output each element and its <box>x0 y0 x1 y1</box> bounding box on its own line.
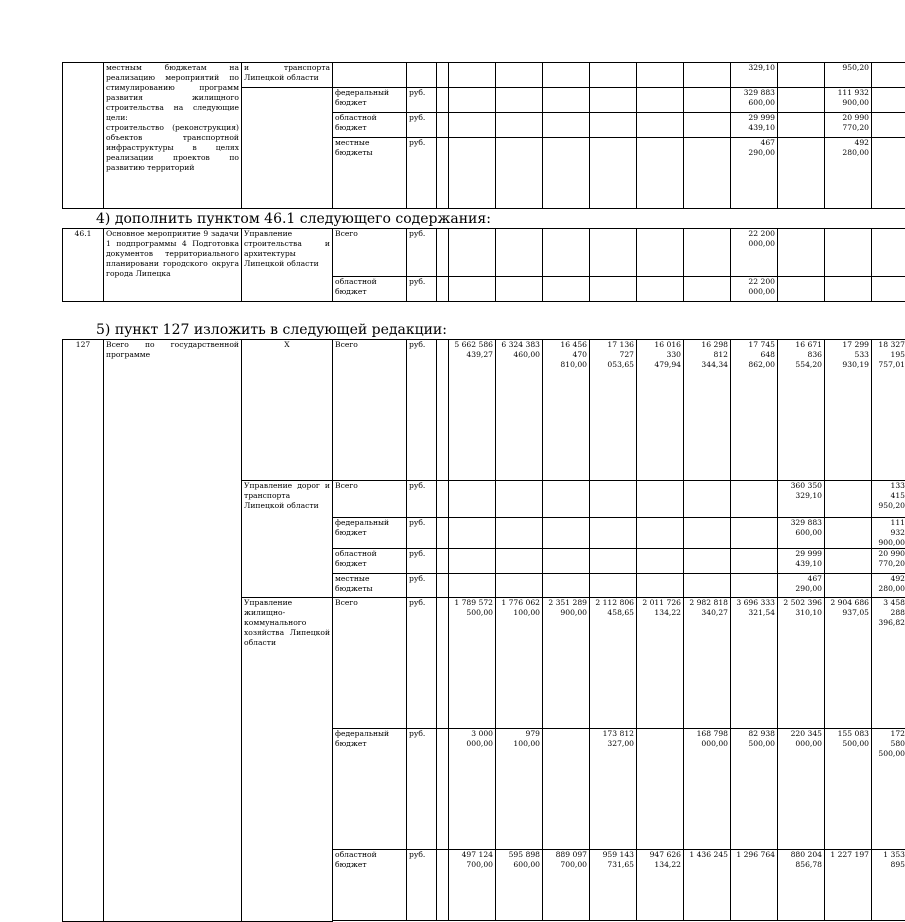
value-cell: 20 990 770,20 <box>872 549 905 574</box>
value-cell: 17 299 533 930,19 <box>825 340 872 481</box>
value-cell: 3 696 333 321,54 <box>731 598 778 729</box>
executor-cell: Управление строительства и архитектуры Липецкой области <box>242 229 333 302</box>
value-cell: 467 290,00 <box>778 574 825 598</box>
table-section-3 <box>62 62 905 209</box>
value-cell: 329,10 <box>731 63 778 88</box>
item-5-caption: 5) пункт 127 изложить в следующей редакции: <box>96 322 447 338</box>
num-cell-empty <box>63 63 104 209</box>
unit-cell: руб. <box>407 113 437 138</box>
unit-cell: руб. <box>407 229 437 277</box>
source-cell: федеральный бюджет <box>333 729 407 850</box>
measure-description: Основное мероприятие 9 задачи 1 подпрограммы 4 Подготовка документов территориального планировани городского округа города Липецка <box>104 229 242 302</box>
value-cell: 172 580 500,00 <box>872 729 905 850</box>
value-cell: 1 776 062 100,00 <box>496 598 543 729</box>
value-cell: 2 904 686 937,05 <box>825 598 872 729</box>
value-cell: 329 883 600,00 <box>731 88 778 113</box>
value-cell <box>637 729 684 850</box>
value-cell: 947 626 134,22 <box>637 850 684 921</box>
value-cell: 22 200 000,00 <box>731 277 778 302</box>
value-cell: 329 883 600,00 <box>778 518 825 549</box>
value-cell: 17 745 648 862,00 <box>731 340 778 481</box>
value-cell: 492 280,00 <box>825 138 872 209</box>
value-cell: 29 999 439,10 <box>731 113 778 138</box>
source-cell: Всего <box>333 229 407 277</box>
value-cell: 173 812 327,00 <box>590 729 637 850</box>
table-section-4 <box>62 228 905 302</box>
value-cell: 6 324 383 460,00 <box>496 340 543 481</box>
value-cell: 17 136 727 053,65 <box>590 340 637 481</box>
value-cell: 2 112 806 458,65 <box>590 598 637 729</box>
value-cell: 111 932 900,00 <box>825 88 872 113</box>
source-cell: областной бюджет <box>333 850 407 921</box>
source-cell: областной бюджет <box>333 549 407 574</box>
source-cell: федеральный бюджет <box>333 518 407 549</box>
value-cell: 497 124 700,00 <box>449 850 496 921</box>
value-cell: 168 798 000,00 <box>684 729 731 850</box>
unit-cell: руб. <box>407 88 437 113</box>
unit-cell: руб. <box>407 481 437 518</box>
value-cell: 2 351 289 900,00 <box>543 598 590 729</box>
item-number: 127 <box>63 340 104 922</box>
value-cell: 360 350 329,10 <box>778 481 825 518</box>
item-number: 46.1 <box>63 229 104 302</box>
value-cell: 880 204 856,78 <box>778 850 825 921</box>
value-cell: 3 458 288 396,82 <box>872 598 905 729</box>
unit-cell: руб. <box>407 518 437 549</box>
unit-cell: руб. <box>407 598 437 729</box>
value-cell: 1 296 764 <box>731 850 778 921</box>
value-cell: 889 097 700,00 <box>543 850 590 921</box>
value-cell: 950,20 <box>825 63 872 88</box>
value-cell: 467 290,00 <box>731 138 778 209</box>
source-cell: Всего <box>333 481 407 518</box>
measure-description: Всего по государственной программе <box>104 340 242 922</box>
item-4-caption: 4) дополнить пунктом 46.1 следующего содержания: <box>96 211 491 227</box>
value-cell: 16 016 330 479,94 <box>637 340 684 481</box>
value-cell: 492 280,00 <box>872 574 905 598</box>
value-cell: 1 227 197 <box>825 850 872 921</box>
executor-cell: Управление дорог и транспорта Липецкой области <box>242 481 333 598</box>
value-cell: 155 083 500,00 <box>825 729 872 850</box>
unit-cell: руб. <box>407 277 437 302</box>
unit-cell: руб. <box>407 138 437 209</box>
value-cell: 29 999 439,10 <box>778 549 825 574</box>
table-continuation-line <box>103 608 104 640</box>
value-cell: 20 990 770,20 <box>825 113 872 138</box>
value-cell: 1 353 895 <box>872 850 905 921</box>
source-cell: областной бюджет <box>333 277 407 302</box>
executor-x-mark: X <box>242 340 333 481</box>
value-cell: 111 932 900,00 <box>872 518 905 549</box>
value-cell: 2 982 818 340,27 <box>684 598 731 729</box>
unit-cell: руб. <box>407 574 437 598</box>
value-cell: 18 327 195 757,01 <box>872 340 905 481</box>
value-cell: 220 345 000,00 <box>778 729 825 850</box>
unit-cell: руб. <box>407 340 437 481</box>
value-cell: 16 298 812 344,34 <box>684 340 731 481</box>
source-cell: местные бюджеты <box>333 574 407 598</box>
value-cell: 3 000 000,00 <box>449 729 496 850</box>
table-section-5 <box>62 339 905 922</box>
value-cell: 959 143 731,65 <box>590 850 637 921</box>
table-continuation-line <box>62 608 63 640</box>
value-cell: 2 011 726 134,22 <box>637 598 684 729</box>
value-cell: 595 898 600,00 <box>496 850 543 921</box>
unit-cell: руб. <box>407 549 437 574</box>
source-cell: федеральный бюджет <box>333 88 407 113</box>
value-cell: 5 662 586 439,27 <box>449 340 496 481</box>
value-cell: 82 938 500,00 <box>731 729 778 850</box>
source-cell: местные бюджеты <box>333 138 407 209</box>
value-cell: 2 502 396 310,10 <box>778 598 825 729</box>
value-cell <box>543 729 590 850</box>
value-cell: 16 456 470 810,00 <box>543 340 590 481</box>
source-cell: Всего <box>333 340 407 481</box>
value-cell: 979 100,00 <box>496 729 543 850</box>
executor-cell: Управление жилищно-коммунального хозяйства Липецкой области <box>242 598 333 922</box>
executor-cell: и транспорта Липецкой области <box>242 63 333 88</box>
value-cell: 16 671 836 554,20 <box>778 340 825 481</box>
value-cell: 133 415 950,20 <box>872 481 905 518</box>
measure-description: местным бюджетам на реализацию мероприятий по стимулированию программ развития жилищного строительства на следующие цели: строительство (реконструкция) объектов транспортной инфраструктуры в целях реализации проектов по развитию территорий <box>104 63 242 209</box>
value-cell: 1 789 572 500,00 <box>449 598 496 729</box>
source-cell: областной бюджет <box>333 113 407 138</box>
value-cell: 1 436 245 <box>684 850 731 921</box>
unit-cell: руб. <box>407 729 437 850</box>
source-cell: Всего <box>333 598 407 729</box>
unit-cell: руб. <box>407 850 437 921</box>
value-cell: 22 200 000,00 <box>731 229 778 277</box>
